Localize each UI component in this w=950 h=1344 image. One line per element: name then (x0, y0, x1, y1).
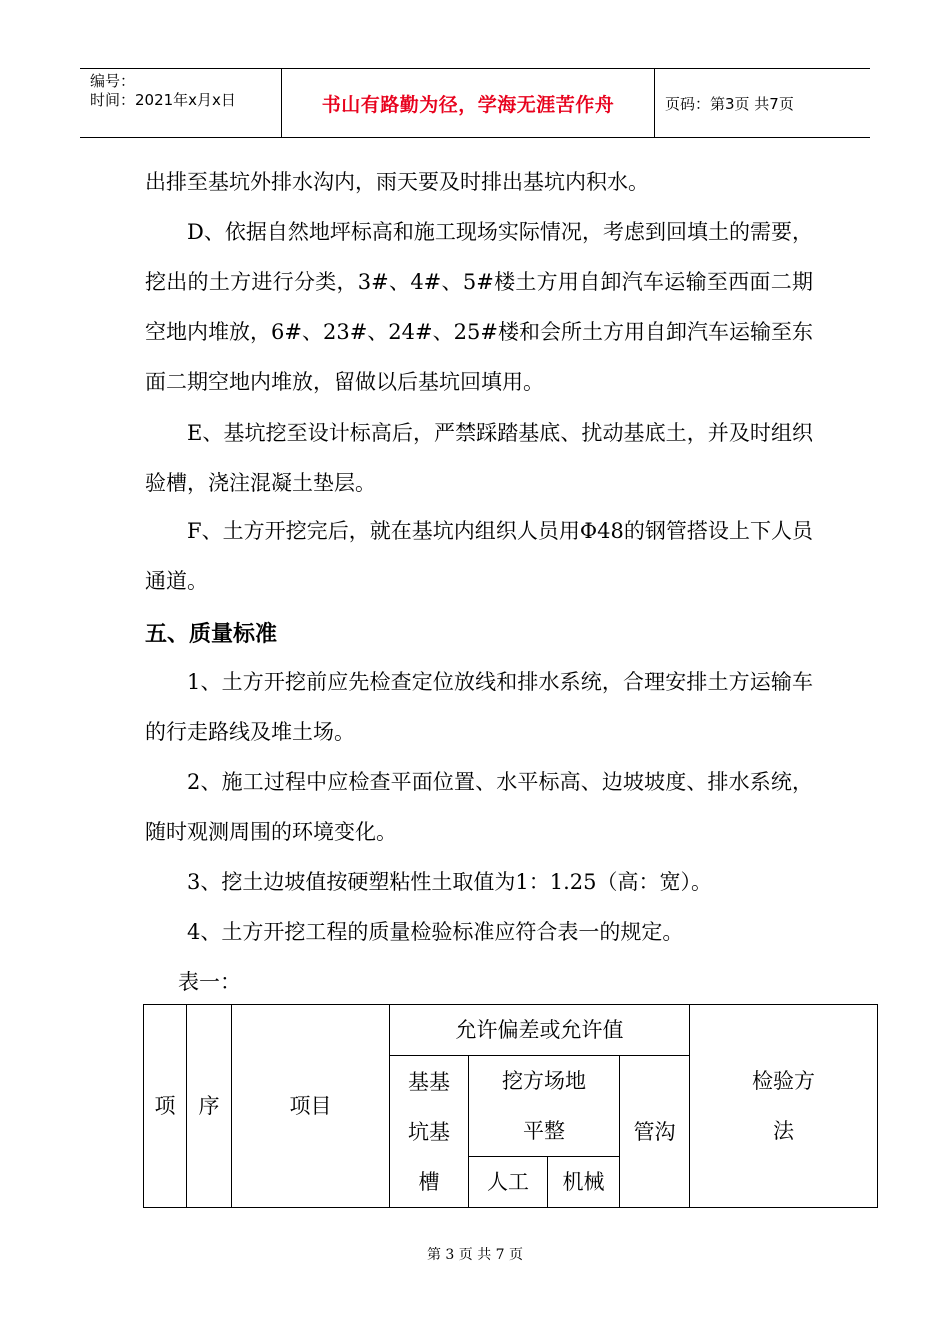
paragraph-quality-1: 1、土方开挖前应先检查定位放线和排水系统，合理安排土方运输车的行走路线及堆土场。 (145, 670, 813, 744)
paragraph-f: F、土方开挖完后，就在基坑内组织人员用Φ48的钢管搭设上下人员通道。 (145, 519, 813, 593)
paragraph-quality-2: 2、施工过程中应检查平面位置、水平标高、边坡坡度、排水系统，随时观测周围的环境变化。 (145, 770, 813, 844)
section-title: 五、质量标准 (145, 622, 278, 647)
page-header (80, 68, 870, 138)
table-header-trench: 管沟 (620, 1056, 690, 1208)
table-header-tolerance: 允许偏差或允许值 (390, 1005, 690, 1056)
quality-standard-table (143, 1004, 878, 1208)
table-header-project: 项目 (232, 1005, 390, 1208)
paragraph-quality-3: 3、挖土边坡值按硬塑粘性土取值为1：1.25（高：宽）。 (187, 870, 712, 894)
page-footer: 第 3 页 共 7 页 (426, 1247, 524, 1263)
document-time: 时间：2021年x月x日 (90, 91, 236, 109)
table-header-seq: 序 (187, 1005, 232, 1208)
header-meta (80, 69, 282, 137)
table-header-manual: 人工 (469, 1157, 548, 1208)
paragraph-d: D、依据自然地坪标高和施工现场实际情况，考虑到回填土的需要，挖出的土方进行分类，3#、4#、5#楼土方用自卸汽车运输至西面二期空地内堆放，6#、23#、24#、25#楼和会所土方用自卸汽车运输至东面二期空地内堆放，留做以后基坑回填用。 (145, 220, 813, 394)
table-header-item: 项 (144, 1005, 187, 1208)
paragraph-quality-4: 4、土方开挖工程的质量检验标准应符合表一的规定。 (187, 920, 684, 944)
paragraph-drainage: 出排至基坑外排水沟内，雨天要及时排出基坑内积水。 (145, 170, 649, 194)
header-page-info: 页码：第3页 共7页 (665, 94, 794, 113)
table-header-machine: 机械 (548, 1157, 620, 1208)
document-number-label: 编号： (90, 72, 136, 90)
table-header-site: 挖方场地平整 (469, 1056, 620, 1157)
table-label: 表一： (178, 970, 241, 994)
table-header-method: 检验方法 (690, 1005, 878, 1208)
header-motto: 书山有路勤为径，学海无涯苦作舟 (282, 69, 655, 137)
table-header-pit: 基基坑基槽 (390, 1056, 469, 1208)
paragraph-e: E、基坑挖至设计标高后，严禁踩踏基底、扰动基底土，并及时组织验槽，浇注混凝土垫层。 (145, 421, 813, 495)
